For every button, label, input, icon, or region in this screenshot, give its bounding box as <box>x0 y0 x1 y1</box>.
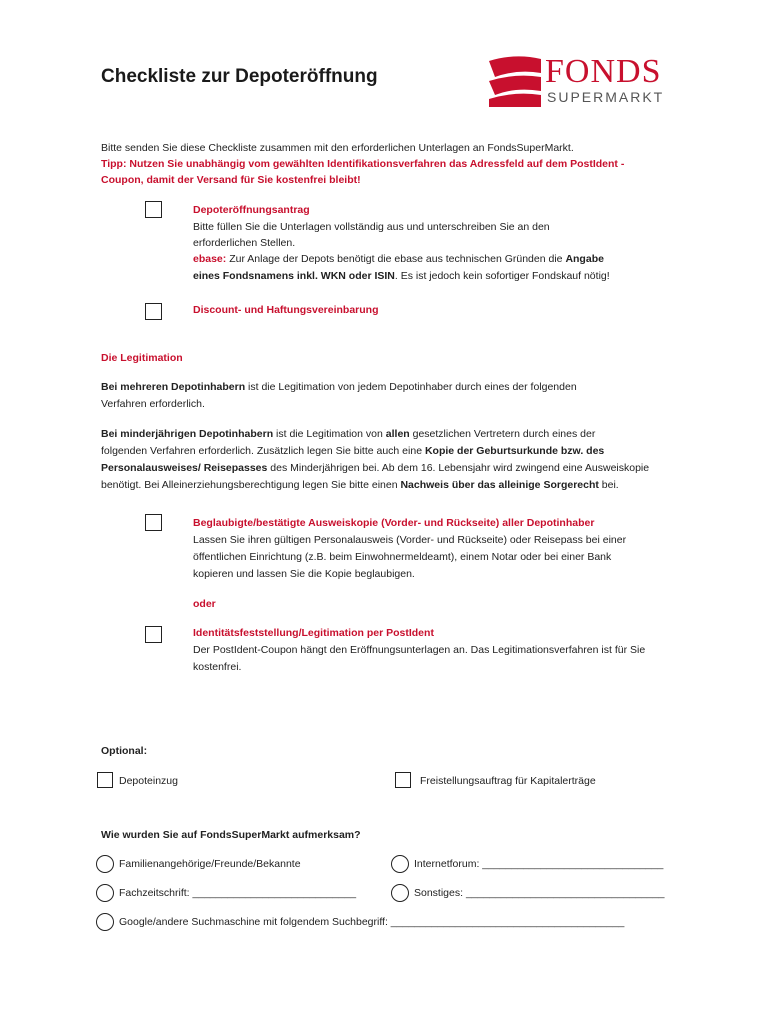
radio-other[interactable] <box>391 884 409 902</box>
depot-line-2: erforderlichen Stellen. <box>193 237 296 249</box>
legitimation-p1-line2: Verfahren erforderlich. <box>101 398 205 410</box>
legitimation-p2-line4: benötigt. Bei Alleinerziehungsberechtigung legen Sie bitte einen Nachweis über das alleinige Sorgerecht bei. <box>101 479 619 491</box>
checkbox-discount-agreement[interactable] <box>145 303 162 320</box>
depot-line-1: Bitte füllen Sie die Unterlagen vollständig aus und unterschreiben Sie an den <box>193 221 550 233</box>
other-label: Sonstiges: __________________________________ <box>414 887 665 899</box>
survey-question: Wie wurden Sie auf FondsSuperMarkt aufmerksam? <box>101 829 361 841</box>
copy-line-3: kopieren und lassen Sie die Kopie beglaubigen. <box>193 568 415 580</box>
radio-search-engine[interactable] <box>96 913 114 931</box>
checkbox-freistellungsauftrag[interactable] <box>395 772 411 788</box>
ebase-line-2: eines Fondsnamens inkl. WKN oder ISIN. Es ist jedoch kein sofortiger Fondskauf nötig! <box>193 270 610 282</box>
checkbox-certified-id-copy[interactable] <box>145 514 162 531</box>
checkbox-postident[interactable] <box>145 626 162 643</box>
tip-line-2: Coupon, damit der Versand für Sie kostenfrei bleibt! <box>101 174 361 186</box>
depot-heading: Depoteröffnungsantrag <box>193 204 310 216</box>
depoteinzug-label: Depoteinzug <box>119 775 178 787</box>
tip-line-1: Tipp: Nutzen Sie unabhängig vom gewählten Identifikationsverfahren das Adressfeld auf dem PostIdent - <box>101 158 625 170</box>
logo-wordmark: FONDS <box>545 53 662 90</box>
copy-line-2: öffentlichen Einrichtung (z.B. beim Einwohnermeldeamt), einem Notar oder bei einer Bank <box>193 551 612 563</box>
page-title: Checkliste zur Depoteröffnung <box>101 66 378 87</box>
ebase-line: ebase: Zur Anlage der Depots benötigt die ebase aus technischen Gründen die Angabe <box>193 253 604 265</box>
legitimation-p2-line3: Personalausweises/ Reisepasses des Minderjährigen bei. Ab dem 16. Lebensjahr wird zwingend eine Ausweiskopie <box>101 462 650 474</box>
logo-subtitle: SUPERMARKT <box>547 89 665 105</box>
radio-trade-magazine[interactable] <box>96 884 114 902</box>
checkbox-depot-application[interactable] <box>145 201 162 218</box>
family-friends-label: Familienangehörige/Freunde/Bekannte <box>119 858 301 870</box>
internet-forum-label: Internetforum: _______________________________ <box>414 858 664 870</box>
search-engine-label: Google/andere Suchmaschine mit folgendem Suchbegriff: ________________________________________ <box>119 916 625 928</box>
copy-line-1: Lassen Sie ihren gültigen Personalausweis (Vorder- und Rückseite) oder Reisepass bei einer <box>193 534 627 546</box>
trade-magazine-label: Fachzeitschrift: ____________________________ <box>119 887 357 899</box>
or-label: oder <box>193 598 216 610</box>
fondssupermarkt-logo <box>487 55 677 109</box>
legitimation-p1-line1: Bei mehreren Depotinhabern ist die Legitimation von jedem Depotinhaber durch eines der folgenden <box>101 381 577 393</box>
intro-text: Bitte senden Sie diese Checkliste zusammen mit den erforderlichen Unterlagen an FondsSuperMarkt. <box>101 142 574 154</box>
legitimation-p2-line2: folgenden Verfahren erforderlich. Zusätzlich legen Sie bitte auch eine Kopie der Geburtsurkunde bzw. des <box>101 445 605 457</box>
legitimation-p2-line1: Bei minderjährigen Depotinhabern ist die Legitimation von allen gesetzlichen Vertretern durch eines der <box>101 428 596 440</box>
legitimation-heading: Die Legitimation <box>101 352 183 364</box>
radio-family-friends[interactable] <box>96 855 114 873</box>
radio-internet-forum[interactable] <box>391 855 409 873</box>
postident-line-1: Der PostIdent-Coupon hängt den Eröffnungsunterlagen an. Das Legitimationsverfahren ist für Sie <box>193 644 646 656</box>
copy-heading: Beglaubigte/bestätigte Ausweiskopie (Vorder- und Rückseite) aller Depotinhaber <box>193 517 595 529</box>
ebase-label: ebase: <box>193 253 227 265</box>
postident-heading: Identitätsfeststellung/Legitimation per PostIdent <box>193 627 434 639</box>
logo-emblem-icon <box>487 55 543 109</box>
optional-heading: Optional: <box>101 745 148 757</box>
discount-heading: Discount- und Haftungsvereinbarung <box>193 304 379 316</box>
freistellungsauftrag-label: Freistellungsauftrag für Kapitalerträge <box>420 775 596 787</box>
postident-line-2: kostenfrei. <box>193 661 242 673</box>
checkbox-depoteinzug[interactable] <box>97 772 113 788</box>
